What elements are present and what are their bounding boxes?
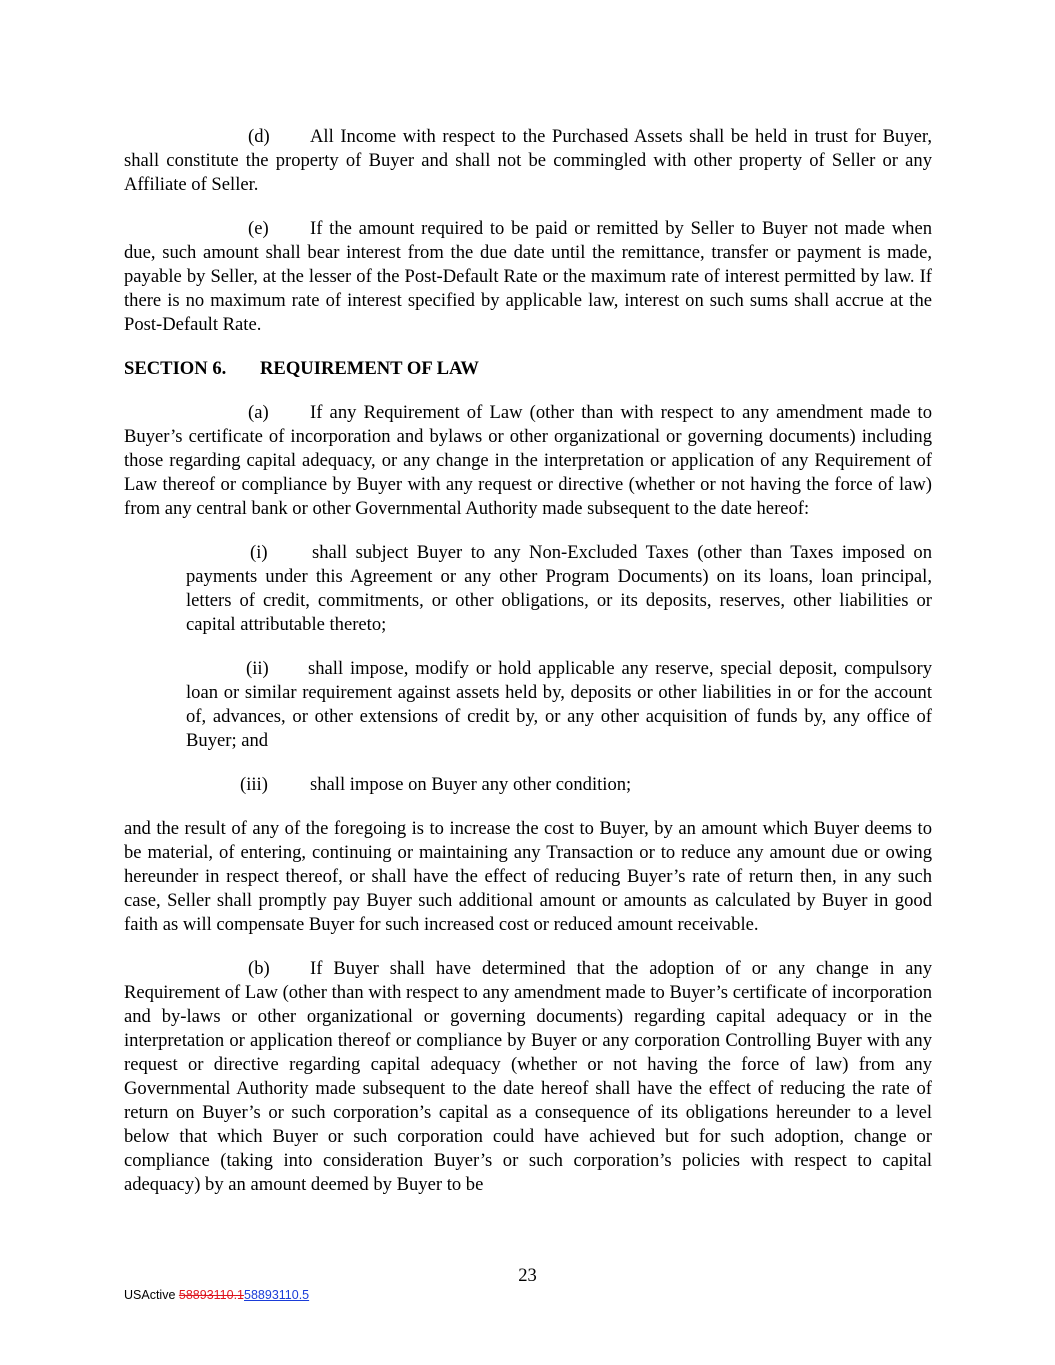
clause-iii-text: shall impose on Buyer any other condition;	[310, 774, 632, 795]
paragraph-b	[124, 957, 932, 1197]
clause-i-text: shall subject Buyer to any Non-Excluded Taxes (other than Taxes imposed on payments under this Agreement or any other Program Documents) on its loans, loan principal, letters of credit, commitments, or other obligations, or its deposits, reserves, other liabilities or capital attributable thereto;	[186, 542, 932, 635]
page-number: 23	[518, 1265, 537, 1286]
clause-iii-label: (iii)	[240, 774, 268, 795]
paragraph-e-text: If the amount required to be paid or remitted by Seller to Buyer not made when due, such amount shall bear interest from the due date until the remittance, transfer or payment is made, payable by Seller, at the lesser of the Post-Default Rate or the maximum rate of interest permitted by law. If there is no maximum rate of interest specified by applicable law, interest on such sums shall accrue at the Post-Default Rate.	[124, 218, 932, 335]
clause-ii-text: shall impose, modify or hold applicable any reserve, special deposit, compulsory loan or similar requirement against assets held by, deposits or other liabilities in or for the account of, advances, or other extensions of credit by, or any other acquisition of funds by, any office of Buyer; and	[186, 658, 932, 751]
paragraph-a-text: If any Requirement of Law (other than with respect to any amendment made to Buyer’s certificate of incorporation and bylaws or other organizational or governing documents) including those regarding capital adequacy, or any change in the interpretation or application of any Requirement of Law thereof or compliance by Buyer with any request or directive (whether or not having the force of law) from any central bank or other Governmental Authority made subsequent to the date hereof:	[124, 402, 932, 519]
section-heading	[124, 357, 932, 381]
paragraph-a-result: and the result of any of the foregoing is to increase the cost to Buyer, by an amount which Buyer deems to be material, of entering, continuing or maintaining any Transaction or to reduce any amount due or owing hereunder in respect thereof, or shall have the effect of reducing Buyer’s rate of return then, in any such case, Seller shall promptly pay Buyer such additional amount or amounts as calculated by Buyer in good faith as will compensate Buyer for such increased cost or reduced amount receivable.	[124, 818, 932, 935]
document-footer	[124, 1288, 309, 1302]
section-number: SECTION 6.	[124, 358, 227, 379]
paragraph-d-text: All Income with respect to the Purchased Assets shall be held in trust for Buyer, shall constitute the property of Buyer and shall not be commingled with other property of Seller or any Affiliate of Seller.	[124, 126, 932, 195]
footer-old-doc-id: 58893110.1	[178, 1288, 245, 1302]
paragraph-e-label: (e)	[248, 218, 269, 239]
paragraph-a-label: (a)	[248, 402, 269, 423]
clause-ii	[186, 657, 932, 753]
clause-i	[186, 541, 932, 637]
footer-prefix: USActive	[124, 1288, 179, 1302]
paragraph-d	[124, 125, 932, 197]
document-body	[124, 125, 932, 1197]
paragraph-e	[124, 217, 932, 337]
clause-ii-label: (ii)	[246, 658, 269, 679]
paragraph-d-label: (d)	[248, 126, 270, 147]
paragraph-a	[124, 401, 932, 521]
clause-i-label: (i)	[250, 542, 268, 563]
paragraph-b-text: If Buyer shall have determined that the adoption of or any change in any Requirement of Law (other than with respect to any amendment made to Buyer’s certificate of incorporation and by-laws or other organizational or governing documents) regarding capital adequacy or in the interpretation or application thereof or compliance by Buyer or any corporation Controlling Buyer with any request or directive regarding capital adequacy (whether or not having the force of law) from any Governmental Authority made subsequent to the date hereof shall have the effect of reducing the rate of return on Buyer’s or such corporation’s capital as a consequence of its obligations hereunder to a level below that which Buyer or such corporation could have achieved but for such adoption, change or compliance (taking into consideration Buyer’s or such corporation’s policies with respect to capital adequacy) by an amount deemed by Buyer to be	[124, 958, 932, 1195]
clause-iii	[186, 773, 932, 797]
paragraph-b-label: (b)	[248, 958, 270, 979]
footer-new-doc-id: 58893110.5	[244, 1288, 310, 1302]
section-title: REQUIREMENT OF LAW	[260, 358, 480, 379]
